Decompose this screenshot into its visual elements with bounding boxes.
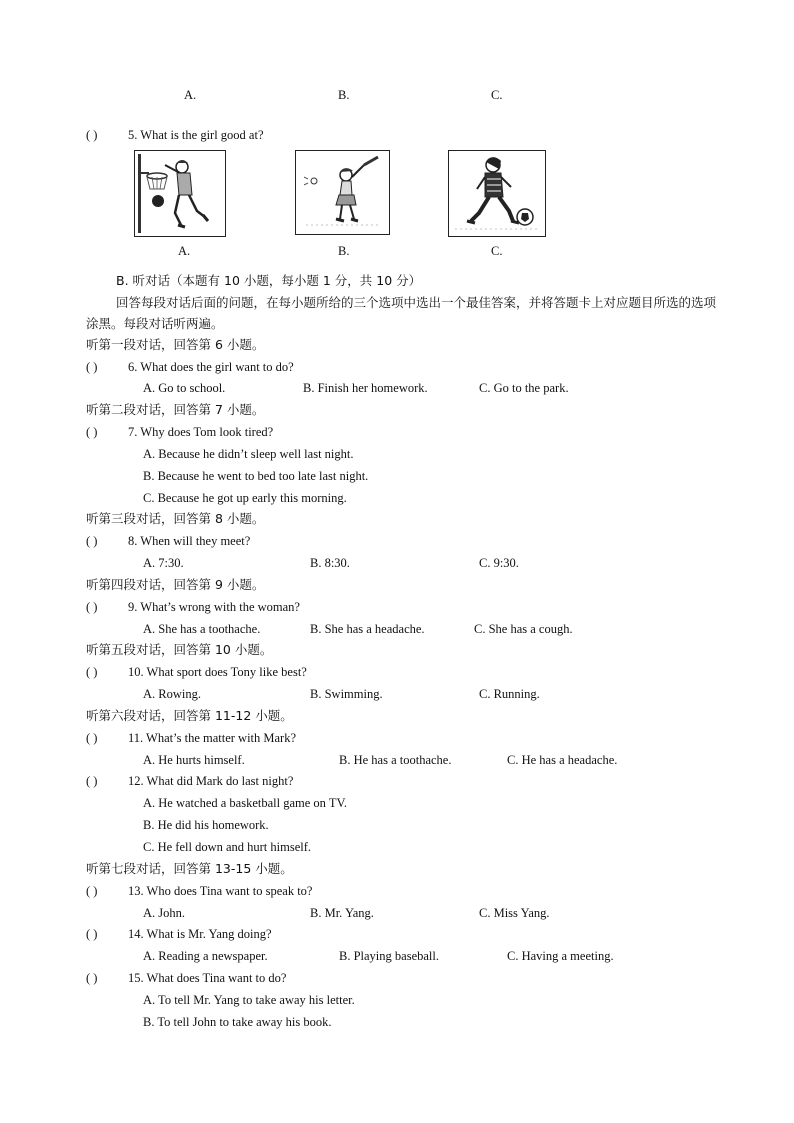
option-a[interactable]: A. He watched a basketball game on TV. bbox=[143, 796, 347, 810]
option-b[interactable]: B. Because he went to bed too late last night. bbox=[143, 469, 369, 483]
question-text: 9. What’s wrong with the woman? bbox=[128, 600, 300, 614]
option-c[interactable]: C. Because he got up early this morning. bbox=[143, 491, 347, 505]
soccer-player-icon bbox=[449, 151, 545, 236]
option-b[interactable]: B. He has a toothache. bbox=[339, 753, 452, 767]
option-a[interactable]: A. Reading a newspaper. bbox=[143, 949, 268, 963]
question-text: 14. What is Mr. Yang doing? bbox=[128, 927, 272, 941]
baseball-picture[interactable] bbox=[295, 150, 390, 235]
option-c[interactable]: C. Go to the park. bbox=[479, 381, 569, 395]
picture-label-b: B. bbox=[338, 244, 350, 258]
option-c[interactable]: C. He has a headache. bbox=[507, 753, 618, 767]
dialogue-intro: 听第四段对话，回答第 9 小题。 bbox=[86, 577, 265, 592]
option-c[interactable]: C. Having a meeting. bbox=[507, 949, 614, 963]
question-text: 7. Why does Tom look tired? bbox=[128, 425, 274, 439]
baseball-player-icon bbox=[296, 151, 389, 234]
answer-blank[interactable]: ( ) bbox=[86, 774, 98, 788]
basketball-player-icon bbox=[135, 151, 225, 236]
answer-blank[interactable]: ( ) bbox=[86, 360, 98, 374]
dialogue-intro: 听第五段对话，回答第 10 小题。 bbox=[86, 642, 273, 657]
section-instructions: 回答每段对话后面的问题，在每小题所给的三个选项中选出一个最佳答案，并将答题卡上对应题目所选的选项涂黑。每段对话听两遍。 bbox=[86, 295, 717, 331]
question-text: 8. When will they meet? bbox=[128, 534, 251, 548]
option-b[interactable]: B. Mr. Yang. bbox=[310, 906, 374, 920]
option-a[interactable]: A. John. bbox=[143, 906, 186, 920]
answer-blank[interactable]: ( ) bbox=[86, 665, 98, 679]
option-b[interactable]: B. Swimming. bbox=[310, 687, 383, 701]
question-text: 6. What does the girl want to do? bbox=[128, 360, 294, 374]
option-a[interactable]: A. To tell Mr. Yang to take away his letter. bbox=[143, 993, 355, 1007]
option-a[interactable]: A. She has a toothache. bbox=[143, 622, 261, 636]
option-b[interactable]: B. She has a headache. bbox=[310, 622, 425, 636]
basketball-picture[interactable] bbox=[134, 150, 226, 237]
question-text: 12. What did Mark do last night? bbox=[128, 774, 294, 788]
option-c[interactable]: C. Miss Yang. bbox=[479, 906, 550, 920]
option-label-c: C. bbox=[491, 88, 503, 102]
option-b[interactable]: B. To tell John to take away his book. bbox=[143, 1015, 332, 1029]
dialogue-intro: 听第一段对话，回答第 6 小题。 bbox=[86, 337, 265, 352]
section-heading: B. 听对话（本题有 10 小题，每小题 1 分，共 10 分） bbox=[116, 273, 422, 288]
option-b[interactable]: B. He did his homework. bbox=[143, 818, 269, 832]
answer-blank[interactable]: ( ) bbox=[86, 884, 98, 898]
question-text: 13. Who does Tina want to speak to? bbox=[128, 884, 313, 898]
question-text: 5. What is the girl good at? bbox=[128, 128, 264, 142]
question-text: 11. What’s the matter with Mark? bbox=[128, 731, 297, 745]
option-label-b: B. bbox=[338, 88, 350, 102]
option-a[interactable]: A. Go to school. bbox=[143, 381, 226, 395]
soccer-picture[interactable] bbox=[448, 150, 546, 237]
answer-blank[interactable]: ( ) bbox=[86, 534, 98, 548]
option-b[interactable]: B. 8:30. bbox=[310, 556, 350, 570]
option-label-a: A. bbox=[184, 88, 197, 102]
question-text: 15. What does Tina want to do? bbox=[128, 971, 287, 985]
dialogue-intro: 听第七段对话，回答第 13-15 小题。 bbox=[86, 861, 293, 876]
answer-blank[interactable]: ( ) bbox=[86, 128, 98, 142]
question-text: 10. What sport does Tony like best? bbox=[128, 665, 307, 679]
dialogue-intro: 听第六段对话，回答第 11-12 小题。 bbox=[86, 708, 293, 723]
dialogue-intro: 听第二段对话，回答第 7 小题。 bbox=[86, 402, 265, 417]
option-c[interactable]: C. He fell down and hurt himself. bbox=[143, 840, 312, 854]
option-c[interactable]: C. 9:30. bbox=[479, 556, 519, 570]
option-a[interactable]: A. Because he didn’t sleep well last night. bbox=[143, 447, 354, 461]
option-a[interactable]: A. Rowing. bbox=[143, 687, 201, 701]
answer-blank[interactable]: ( ) bbox=[86, 971, 98, 985]
dialogue-intro: 听第三段对话，回答第 8 小题。 bbox=[86, 511, 265, 526]
option-a[interactable]: A. 7:30. bbox=[143, 556, 184, 570]
picture-label-a: A. bbox=[178, 244, 191, 258]
option-b[interactable]: B. Playing baseball. bbox=[339, 949, 439, 963]
answer-blank[interactable]: ( ) bbox=[86, 731, 98, 745]
option-b[interactable]: B. Finish her homework. bbox=[303, 381, 428, 395]
option-c[interactable]: C. Running. bbox=[479, 687, 540, 701]
option-c[interactable]: C. She has a cough. bbox=[474, 622, 573, 636]
answer-blank[interactable]: ( ) bbox=[86, 425, 98, 439]
answer-blank[interactable]: ( ) bbox=[86, 600, 98, 614]
option-a[interactable]: A. He hurts himself. bbox=[143, 753, 245, 767]
picture-label-c: C. bbox=[491, 244, 503, 258]
answer-blank[interactable]: ( ) bbox=[86, 927, 98, 941]
